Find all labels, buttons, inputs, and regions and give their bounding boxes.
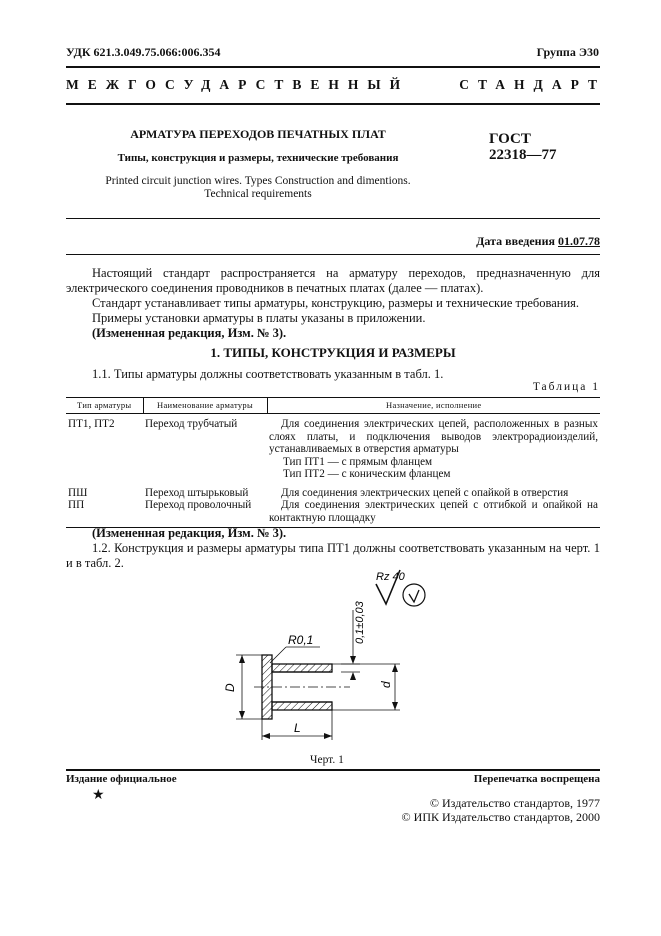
row-type: ПП <box>66 499 143 528</box>
row-subtype-2: Тип ПТ2 — с коническим фланцем <box>283 468 451 480</box>
intro-paragraph-3: Примеры установки арматуры в платы указаны в приложении. <box>92 311 426 325</box>
gost-number: 22318—77 <box>489 147 557 163</box>
radius-label: R0,1 <box>288 633 314 647</box>
dim-D-label: D <box>223 683 237 692</box>
introduction-date-label: Дата введения <box>476 234 555 248</box>
table-revision-note: (Измененная редакция, Изм. № 3). <box>92 526 287 540</box>
english-title-line2: Technical requirements <box>204 188 312 200</box>
gost-label: ГОСТ <box>489 131 531 147</box>
clause-1-2: 1.2. Конструкция и размеры арматуры типа ПТ1 должны соответствовать указанным на черт. 1 и в табл. 2. <box>66 541 600 570</box>
intro-paragraph-2: Стандарт устанавливает типы арматуры, конструкцию, размеры и технические требования. <box>92 296 580 310</box>
title-rule <box>66 218 600 219</box>
row-purpose-text: Для соединения электрических цепей, расположенных в разных слоях платы, и подключения выводов электрорадиоизделий, устанавливаемых в отверстия арматуры <box>269 418 598 455</box>
table-row <box>66 499 600 528</box>
table-1-label: Таблица 1 <box>532 381 600 393</box>
row-type: ПШ <box>68 486 88 499</box>
copyright-2000: © ИПК Издательство стандартов, 2000 <box>401 810 600 824</box>
row-purpose <box>267 414 600 481</box>
table-header-row <box>66 398 600 414</box>
reprint-prohibited: Перепечатка воспрещена <box>473 773 600 785</box>
header-rule <box>66 66 600 68</box>
section-1-heading: 1. ТИПЫ, КОНСТРУКЦИЯ И РАЗМЕРЫ <box>210 345 456 360</box>
table-1 <box>66 397 600 528</box>
table-row <box>66 414 600 481</box>
intro-revision-note: (Измененная редакция, Изм. № 3). <box>92 326 287 340</box>
date-rule <box>66 254 600 255</box>
row-purpose: Для соединения электрических цепей с опайкой в отверстия <box>281 486 569 499</box>
table-row <box>66 481 600 500</box>
clause-1-1: 1.1. Типы арматуры должны соответствовать указанным в табл. 1. <box>92 367 444 381</box>
row-name: Переход штырьковый <box>145 486 249 499</box>
header-name: Наименование арматуры <box>143 398 267 414</box>
document-title: АРМАТУРА ПЕРЕХОДОВ ПЕЧАТНЫХ ПЛАТ <box>130 127 386 141</box>
english-title-line1: Printed circuit junction wires. Types Construction and dimentions. <box>105 175 411 187</box>
document-subtitle: Типы, конструкция и размеры, технические требования <box>117 152 399 164</box>
group-code: Группа Э30 <box>536 45 599 59</box>
drawing-caption: Черт. 1 <box>310 754 344 766</box>
banner-rule <box>66 103 600 105</box>
intro-paragraph-1: Настоящий стандарт распространяется на арматуру переходов, предназначенную для электрического соединения проводников в печатных платах (далее — платах). <box>66 266 600 295</box>
roughness-label: Rz 40 <box>376 571 405 583</box>
row-subtype-1: Тип ПТ1 — с прямым фланцем <box>283 455 433 468</box>
drawing-1 <box>200 560 440 760</box>
header-type: Тип арматуры <box>66 398 143 414</box>
udk-code: УДК 621.3.049.75.066:006.354 <box>66 45 221 59</box>
standard-banner: МЕЖГОСУДАРСТВЕННЫЙ СТАНДАРТ <box>66 77 606 92</box>
row-purpose: Для соединения электрических цепей с отгибкой и опайкой на контактную площадку <box>267 499 600 528</box>
star-icon: ★ <box>92 788 105 803</box>
copyright-1977: © Издательство стандартов, 1977 <box>429 796 600 810</box>
header-purpose: Назначение, исполнение <box>267 398 600 414</box>
dim-L-label: L <box>294 721 301 735</box>
introduction-date <box>476 234 600 249</box>
introduction-date-value: 01.07.78 <box>558 234 600 248</box>
row-name: Переход проволочный <box>143 499 267 528</box>
roughness-check-small-icon <box>409 590 419 602</box>
tolerance-label: 0,1±0,03 <box>354 601 366 644</box>
row-type: ПТ1, ПТ2 <box>68 418 115 430</box>
dim-d-label: d <box>379 681 393 688</box>
footer-rule <box>66 769 600 771</box>
row-name: Переход трубчатый <box>145 418 238 430</box>
official-edition: Издание официальное <box>66 773 177 785</box>
